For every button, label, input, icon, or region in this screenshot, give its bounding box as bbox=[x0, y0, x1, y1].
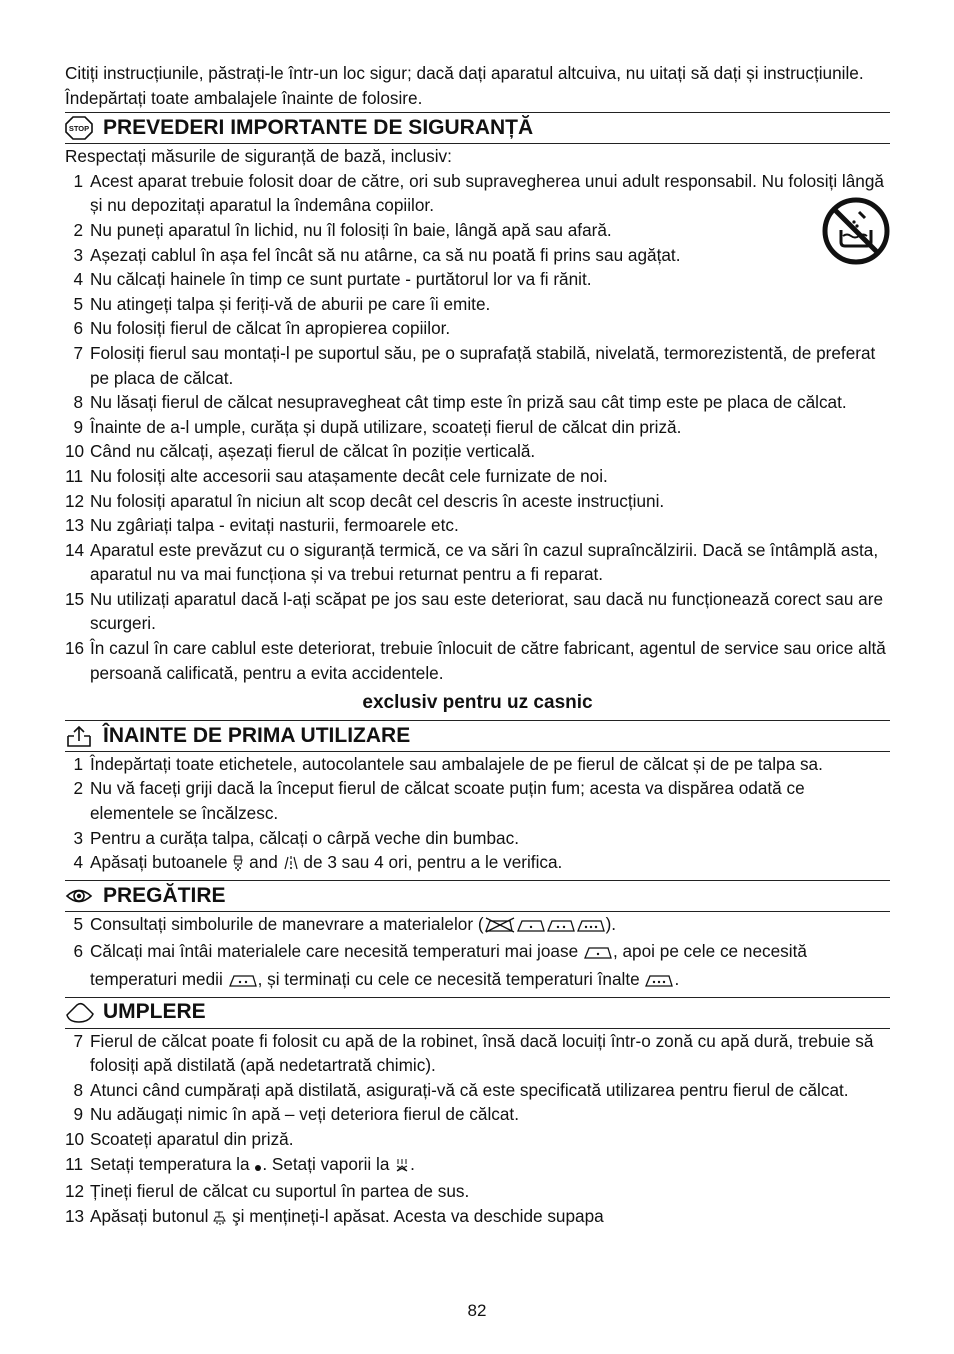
list-item: 10 Când nu călcați, așezați fierul de călcat în poziție verticală. bbox=[65, 441, 536, 462]
list-item: 8 Nu lăsați fierul de călcat nesupravegheat cât timp este în priză sau cât timp este pe placa de călcat. bbox=[73, 392, 847, 413]
self-clean-button-icon bbox=[213, 1207, 227, 1232]
fill-heading bbox=[65, 997, 890, 1029]
list-item: 4 Apăsați butoanele and de 3 sau 4 ori, pentru a le verifica. bbox=[65, 850, 890, 878]
prep-list bbox=[65, 912, 890, 995]
list-item: 9 Nu adăugați nimic în apă – veți deteriora fierul de călcat. bbox=[73, 1104, 519, 1125]
list-item: 16 În cazul în care cablul este deteriorat, trebuie înlocuit de către fabricant, agentul de service sau orice altă persoană calificată, pentru a evita accidentele. bbox=[65, 638, 886, 683]
fill-list bbox=[65, 1029, 890, 1232]
list-item: 8 Atunci când cumpărați apă distilată, asigurați-vă că este specificată utilizarea pentru fierul de călcat. bbox=[73, 1079, 849, 1100]
iron-high-temp-icon bbox=[576, 915, 606, 940]
steam-shot-icon bbox=[283, 853, 299, 878]
list-item: 13 Apăsați butonul şi mențineți-l apăsat. Acesta va deschide supapa bbox=[65, 1204, 890, 1232]
list-item: 6 Nu folosiți fierul de călcat în apropierea copiilor. bbox=[73, 318, 451, 339]
no-steam-icon bbox=[394, 1155, 410, 1180]
list-item: 12 Țineți fierul de călcat cu suportul în partea de sus. bbox=[65, 1181, 470, 1202]
first-use-heading bbox=[65, 720, 890, 752]
intro-text: Citiți instrucțiunile, păstrați-le într-un loc sigur; dacă dați aparatul altcuiva, nu uitați să dați și instrucțiunile. Îndepărtați toate ambalajele înainte de folosire. bbox=[65, 63, 864, 108]
safety-lead: Respectați măsurile de siguranță de bază, inclusiv: bbox=[65, 146, 452, 167]
list-item: 7 Folosiți fierul sau montați-l pe suportul său, pe o suprafață stabilă, nivelată, termorezistentă, de preferat pe placa de călcat. bbox=[73, 342, 876, 388]
eye-icon bbox=[65, 883, 95, 909]
safety-heading bbox=[65, 112, 890, 144]
list-item: 14 Aparatul este prevăzut cu o siguranță termică, ce va sări în cazul supraîncălzirii. Dacă se întâmplă asta, aparatul nu va mai funcționa și va trebui returnat pentru a fi reparat. bbox=[65, 539, 879, 585]
list-item: 4 Nu călcați hainele în timp ce sunt purtate - purtătorul lor va fi rănit. bbox=[73, 269, 592, 290]
first-use-title: ÎNAINTE DE PRIMA UTILIZARE bbox=[103, 723, 411, 747]
first-use-list bbox=[65, 752, 890, 878]
iron-high-temp-icon bbox=[644, 970, 674, 995]
water-drop-icon bbox=[65, 1000, 95, 1026]
list-item: 11 Nu folosiți alte accesorii sau atașamente decât cele furnizate de noi. bbox=[65, 465, 608, 486]
list-item: 2 Nu puneți aparatul în lichid, nu îl folosiți în baie, lângă apă sau afară. bbox=[73, 219, 612, 240]
list-item: 5 Nu atingeți talpa și feriți-vă de aburii pe care îi emite. bbox=[73, 293, 491, 314]
spray-button-icon bbox=[232, 853, 244, 878]
list-item: 12 Nu folosiți aparatul în niciun alt scop decât cel descris în aceste instrucțiuni. bbox=[65, 490, 665, 511]
iron-low-temp-icon bbox=[516, 915, 546, 940]
household-use-note: exclusiv pentru uz casnic bbox=[362, 692, 593, 714]
list-item: 7 Fierul de călcat poate fi folosit cu apă de la robinet, însă dacă locuiți într-o zonă cu apă dură, trebuie să folosiți apă distilată (apă nedetartrată chimic). bbox=[73, 1030, 874, 1076]
safety-title: PREVEDERI IMPORTANTE DE SIGURANȚĂ bbox=[103, 115, 534, 139]
list-item: 11 Setați temperatura la . Setați vaporii la . bbox=[65, 1152, 890, 1180]
list-item: 2 Nu vă faceți griji dacă la început fierul de călcat scoate puțin fum; acesta va dispărea odată ce elementele se încălzesc. bbox=[73, 778, 805, 824]
page-number: 82 bbox=[467, 1301, 487, 1320]
list-item: 10 Scoateți aparatul din priză. bbox=[65, 1128, 294, 1149]
list-item: 9 Înainte de a-l umple, curăța și după utilizare, scoateți fierul de călcat din priză. bbox=[73, 416, 682, 437]
manual-page bbox=[65, 61, 890, 1231]
prep-heading bbox=[65, 880, 890, 912]
list-item: 3 Pentru a curăța talpa, călcați o cârpă veche din bumbac. bbox=[73, 827, 519, 848]
iron-low-temp-icon bbox=[583, 942, 613, 967]
list-item: 1 Acest aparat trebuie folosit doar de către, ori sub supravegherea unui adult responsabil. Nu folosiți lângă și nu depozitați aparatul la îndemâna copiilor. bbox=[73, 170, 884, 216]
list-item: 1 Îndepărtați toate etichetele, autocolantele sau ambalajele de pe fierul de călcat și de pe talpa sa. bbox=[73, 753, 823, 774]
iron-medium-temp-icon bbox=[228, 970, 258, 995]
iron-medium-temp-icon bbox=[546, 915, 576, 940]
unpack-box-icon bbox=[65, 723, 95, 749]
prep-title: PREGĂTIRE bbox=[103, 883, 226, 907]
no-iron-icon bbox=[484, 915, 516, 940]
fill-title: UMPLERE bbox=[103, 1000, 206, 1024]
list-item: 5 Consultați simbolurile de manevrare a materialelor ( ). bbox=[65, 912, 890, 940]
list-item: 6 Călcați mai întâi materialele care necesită temperaturi mai joase , apoi pe cele ce necesită temperaturi medii , și terminați cu cele ce necesită temperaturi înalte . bbox=[65, 939, 890, 994]
list-item: 15 Nu utilizați aparatul dacă l-ați scăpat pe jos sau este deteriorat, sau dacă nu funcționează corect sau are scurgeri. bbox=[65, 588, 883, 634]
list-item: 13 Nu zgâriați talpa - evitați nasturii, fermoarele etc. bbox=[65, 515, 459, 536]
svg-text:STOP: STOP bbox=[68, 124, 90, 134]
list-item: 3 Așezați cablul în așa fel încât să nu atârne, ca să nu poată fi prins sau agățat. bbox=[73, 244, 681, 265]
safety-list bbox=[65, 169, 890, 685]
stop-icon bbox=[65, 115, 95, 141]
